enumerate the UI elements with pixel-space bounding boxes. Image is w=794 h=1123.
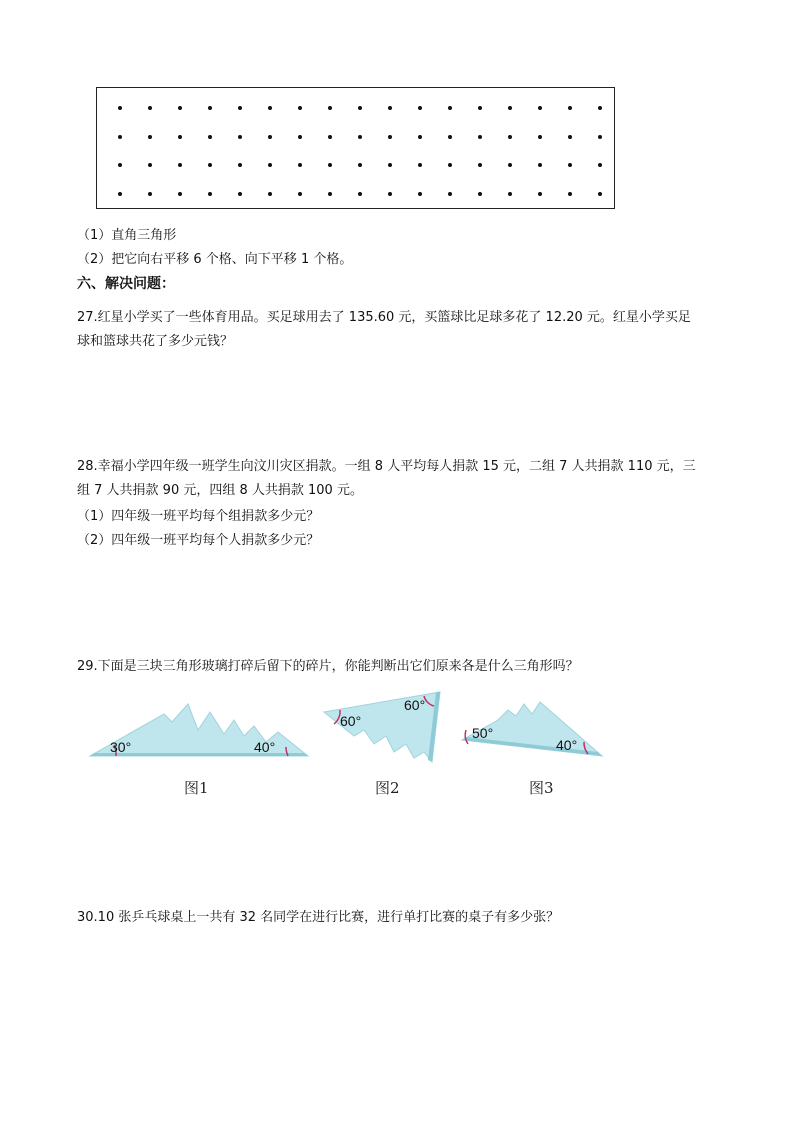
grid-dot — [148, 106, 152, 110]
grid-dot — [418, 106, 422, 110]
grid-dot — [148, 163, 152, 167]
grid-dot — [268, 192, 272, 196]
grid-dot — [418, 163, 422, 167]
grid-dot — [268, 106, 272, 110]
q26-item-1: （1）直角三角形 — [77, 228, 177, 243]
fig1-label: 图1 — [184, 779, 209, 797]
grid-dot — [238, 135, 242, 139]
grid-dot — [448, 106, 452, 110]
grid-dot — [388, 163, 392, 167]
grid-dot — [448, 192, 452, 196]
grid-dot — [208, 163, 212, 167]
grid-dot — [178, 135, 182, 139]
grid-dot — [478, 163, 482, 167]
grid-dot — [448, 163, 452, 167]
grid-dot — [118, 163, 122, 167]
grid-dot — [568, 192, 572, 196]
grid-dot — [328, 192, 332, 196]
q28-sub-2: （2）四年级一班平均每个人捐款多少元？ — [77, 533, 320, 548]
fig2-label: 图2 — [375, 779, 400, 797]
q28-line-1: 28.幸福小学四年级一班学生向汶川灾区捐款。一组 8 人平均每人捐款 15 元，二组 7 人共捐款 110 元，三 — [77, 459, 696, 474]
grid-dot — [388, 192, 392, 196]
fragment-figure-1 — [90, 704, 308, 756]
grid-dot — [298, 163, 302, 167]
grid-dot — [568, 163, 572, 167]
grid-dot — [478, 192, 482, 196]
grid-dot — [298, 135, 302, 139]
grid-dot — [358, 163, 362, 167]
grid-dot — [298, 106, 302, 110]
fig2-angle-top: 60° — [404, 697, 426, 713]
grid-dot — [508, 192, 512, 196]
q28-line-2: 组 7 人共捐款 90 元，四组 8 人共捐款 100 元。 — [77, 483, 363, 498]
grid-dot — [358, 135, 362, 139]
grid-dot — [538, 163, 542, 167]
grid-dot — [388, 135, 392, 139]
grid-dot — [178, 163, 182, 167]
grid-dot — [148, 192, 152, 196]
grid-dot — [538, 106, 542, 110]
grid-dot — [118, 135, 122, 139]
q29-text: 29.下面是三块三角形玻璃打碎后留下的碎片，你能判断出它们原来各是什么三角形吗？ — [77, 659, 579, 674]
grid-dot — [238, 163, 242, 167]
grid-dot — [388, 106, 392, 110]
grid-dot — [538, 192, 542, 196]
grid-dot — [238, 192, 242, 196]
q28-sub-1: （1）四年级一班平均每个组捐款多少元？ — [77, 509, 320, 524]
q27-line-1: 27.红星小学买了一些体育用品。买足球用去了 135.60 元，买篮球比足球多花了 12.20 元。红星小学买足 — [77, 310, 691, 325]
grid-dot — [598, 106, 602, 110]
q30-text: 30.10 张乒乓球桌上一共有 32 名同学在进行比赛，进行单打比赛的桌子有多少张？ — [77, 910, 560, 925]
grid-dot — [328, 135, 332, 139]
grid-dot — [598, 192, 602, 196]
fig3-angle-right: 40° — [556, 737, 578, 753]
grid-dot — [418, 135, 422, 139]
grid-dot — [328, 163, 332, 167]
q27-line-2: 球和篮球共花了多少元钱？ — [77, 334, 234, 349]
grid-dot — [118, 192, 122, 196]
grid-dot — [568, 106, 572, 110]
q26-item-2: （2）把它向右平移 6 个格、向下平移 1 个格。 — [77, 252, 353, 267]
grid-dot — [208, 106, 212, 110]
grid-dot — [268, 163, 272, 167]
grid-dot — [598, 163, 602, 167]
grid-dot — [298, 192, 302, 196]
grid-dot — [418, 192, 422, 196]
grid-dot — [178, 192, 182, 196]
fragment-figure-3 — [462, 702, 602, 756]
grid-dot — [118, 106, 122, 110]
fig3-label: 图3 — [529, 779, 554, 797]
fig2-angle-left: 60° — [340, 713, 362, 729]
grid-dot — [448, 135, 452, 139]
grid-dot — [358, 106, 362, 110]
fig1-angle-right: 40° — [254, 739, 276, 755]
fig1-angle-left: 30° — [110, 739, 132, 755]
grid-dot — [328, 106, 332, 110]
grid-dot — [208, 192, 212, 196]
grid-dot — [508, 135, 512, 139]
fig3-angle-left: 50° — [472, 725, 494, 741]
grid-dot — [358, 192, 362, 196]
grid-dot — [598, 135, 602, 139]
fragment-figure-2 — [324, 692, 440, 762]
grid-dot — [508, 163, 512, 167]
grid-dot — [148, 135, 152, 139]
grid-dot — [538, 135, 542, 139]
triangle-fragments-figure — [88, 690, 628, 770]
dot-grid — [96, 87, 615, 209]
grid-dot — [568, 135, 572, 139]
grid-dot — [478, 135, 482, 139]
grid-dot — [178, 106, 182, 110]
section-6-title: 六、解决问题： — [77, 276, 175, 292]
grid-dot — [208, 135, 212, 139]
grid-dot — [478, 106, 482, 110]
grid-dot — [238, 106, 242, 110]
grid-dot — [508, 106, 512, 110]
grid-dot — [268, 135, 272, 139]
